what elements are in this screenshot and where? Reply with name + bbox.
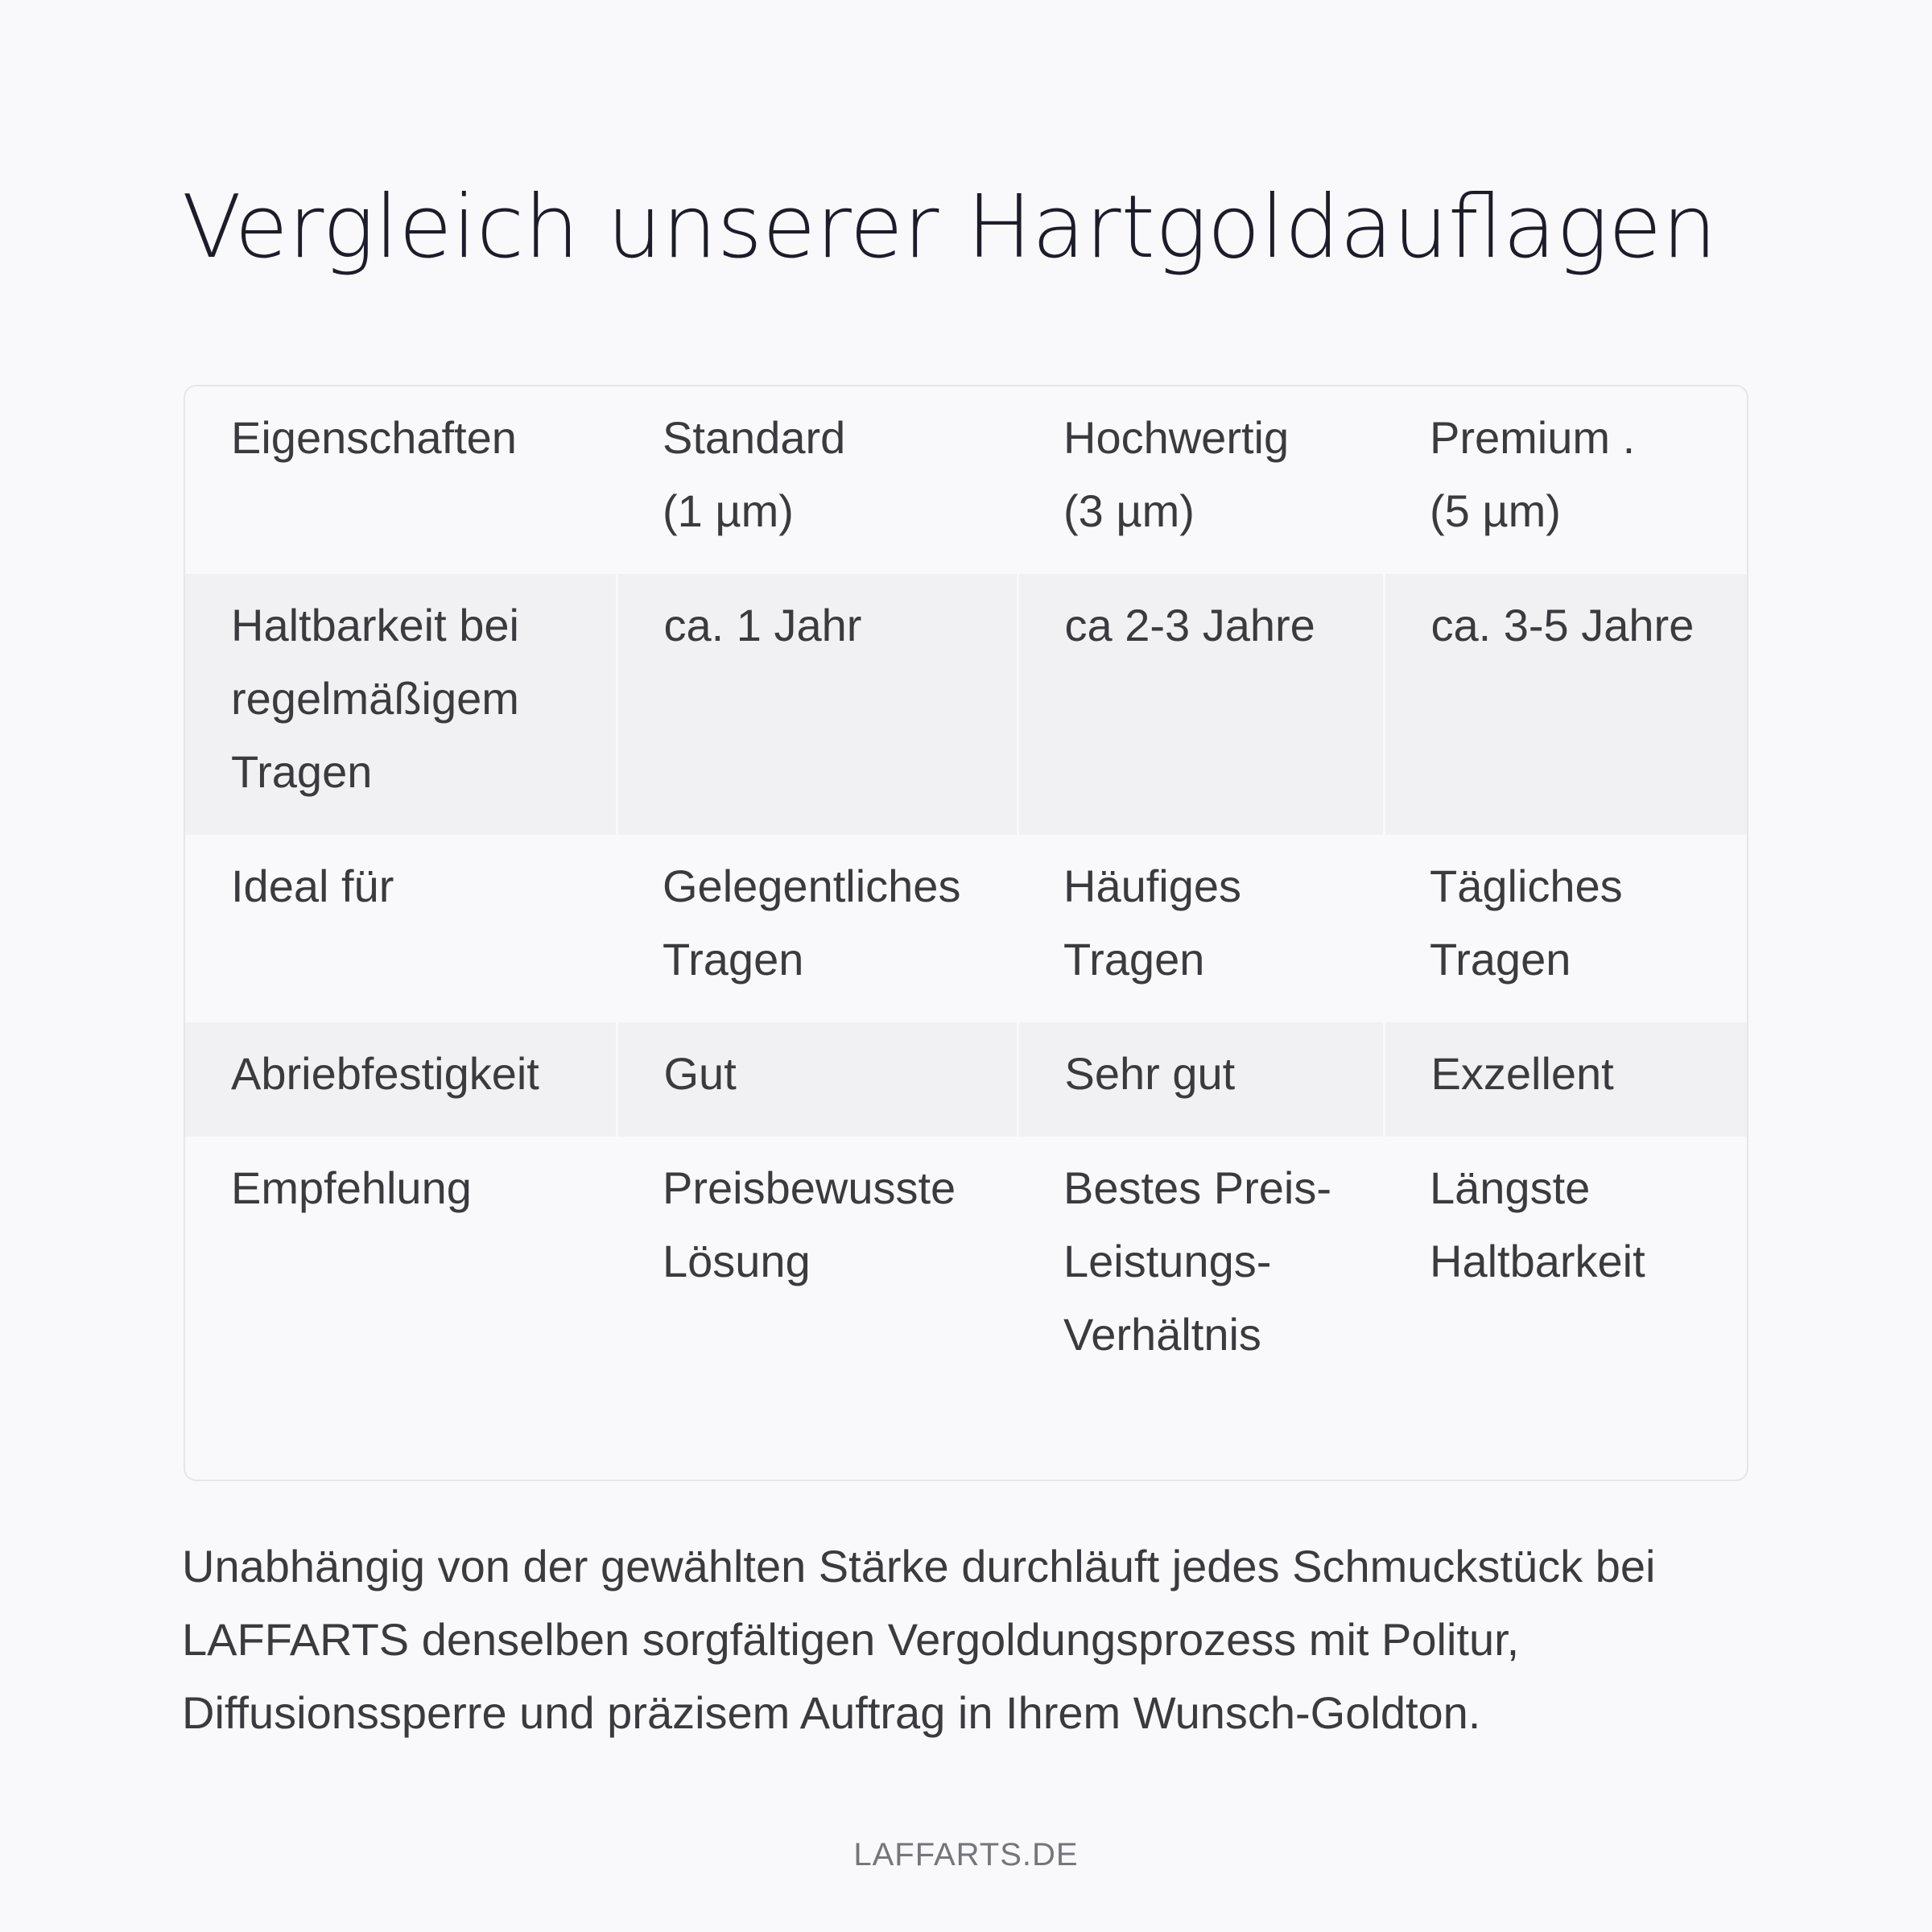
- hochwertig-value-cell: [1018, 835, 1384, 1022]
- table-row-empfehlung: [185, 1137, 1747, 1397]
- cell-line: Empfehlung: [231, 1162, 472, 1213]
- row-label-cell: [185, 835, 617, 1022]
- cell-line: Tragen: [1063, 934, 1205, 985]
- cell-line: Sehr gut: [1064, 1048, 1236, 1099]
- cell-line: ca. 3-5 Jahre: [1430, 600, 1695, 650]
- cell-line: (3 µm): [1063, 485, 1195, 536]
- row-label-cell: [185, 1137, 617, 1397]
- cell-line: Verhältnis: [1063, 1309, 1261, 1360]
- paragraph-line: LAFFARTS denselben sorgfältigen Vergoldungsprozess mit Politur,: [182, 1614, 1520, 1665]
- row-label-cell: [185, 574, 617, 835]
- premium-value-cell: [1384, 574, 1747, 835]
- cell-line: Preisbewusste: [663, 1162, 956, 1213]
- cell-line: Häufiges: [1063, 861, 1242, 911]
- standard-value-cell: [617, 835, 1018, 1022]
- cell-line: Hochwertig: [1063, 412, 1290, 463]
- cell-line: Längste: [1430, 1162, 1591, 1213]
- cell-line: Gut: [663, 1048, 737, 1099]
- page-title: Vergleich unserer Hartgoldauflagen: [182, 177, 1717, 278]
- row-label-cell: [185, 1022, 617, 1137]
- cell-line: (1 µm): [663, 485, 794, 536]
- cell-line: ca. 1 Jahr: [663, 600, 862, 650]
- cell-line: Exzellent: [1430, 1048, 1614, 1099]
- cell-line: Tragen: [231, 746, 373, 797]
- cell-line: Leistungs-: [1063, 1236, 1272, 1286]
- cell-line: (5 µm): [1430, 485, 1561, 536]
- header-cell-eigenschaften: [185, 386, 617, 574]
- standard-value-cell: [617, 574, 1018, 835]
- cell-line: Tragen: [1430, 934, 1571, 985]
- footer-domain: LAFFARTS.DE: [853, 1837, 1079, 1872]
- hochwertig-value-cell: [1018, 1022, 1384, 1137]
- header-cell-premium: [1384, 386, 1747, 574]
- paragraph-line: Unabhängig von der gewählten Stärke durchläuft jedes Schmuckstück bei: [182, 1541, 1656, 1591]
- cell-line: Haltbarkeit: [1430, 1236, 1645, 1286]
- cell-line: ca 2-3 Jahre: [1064, 600, 1315, 650]
- cell-line: Tägliches: [1430, 861, 1623, 911]
- cell-line: Haltbarkeit bei: [231, 600, 519, 650]
- cell-line: Gelegentliches: [663, 861, 961, 911]
- cell-line: Premium .: [1430, 412, 1636, 463]
- header-cell-hochwertig: [1018, 386, 1384, 574]
- standard-value-cell: [617, 1022, 1018, 1137]
- header-cell-standard: [617, 386, 1018, 574]
- table-header-row: [185, 386, 1747, 574]
- cell-line: Lösung: [663, 1236, 811, 1286]
- cell-line: Standard: [663, 412, 846, 463]
- cell-line: Ideal für: [231, 861, 394, 911]
- cell-line: regelmäßigem: [231, 673, 519, 724]
- comparison-table: [184, 385, 1748, 1481]
- cell-line: Bestes Preis-: [1063, 1162, 1331, 1213]
- hochwertig-value-cell: [1018, 1137, 1384, 1397]
- table-row-abriebfestigkeit: [185, 1022, 1747, 1137]
- table-row-haltbarkeit: [185, 574, 1747, 835]
- cell-line: Abriebfestigkeit: [231, 1048, 539, 1099]
- cell-line: Tragen: [663, 934, 804, 985]
- table-row-ideal-fuer: [185, 835, 1747, 1022]
- info-paragraph: [182, 1530, 1760, 1749]
- hochwertig-value-cell: [1018, 574, 1384, 835]
- premium-value-cell: [1384, 1137, 1747, 1397]
- paragraph-line: Diffusionssperre und präzisem Auftrag in Ihrem Wunsch-Goldton.: [182, 1687, 1481, 1738]
- cell-line: Eigenschaften: [231, 412, 517, 463]
- standard-value-cell: [617, 1137, 1018, 1397]
- premium-value-cell: [1384, 1022, 1747, 1137]
- premium-value-cell: [1384, 835, 1747, 1022]
